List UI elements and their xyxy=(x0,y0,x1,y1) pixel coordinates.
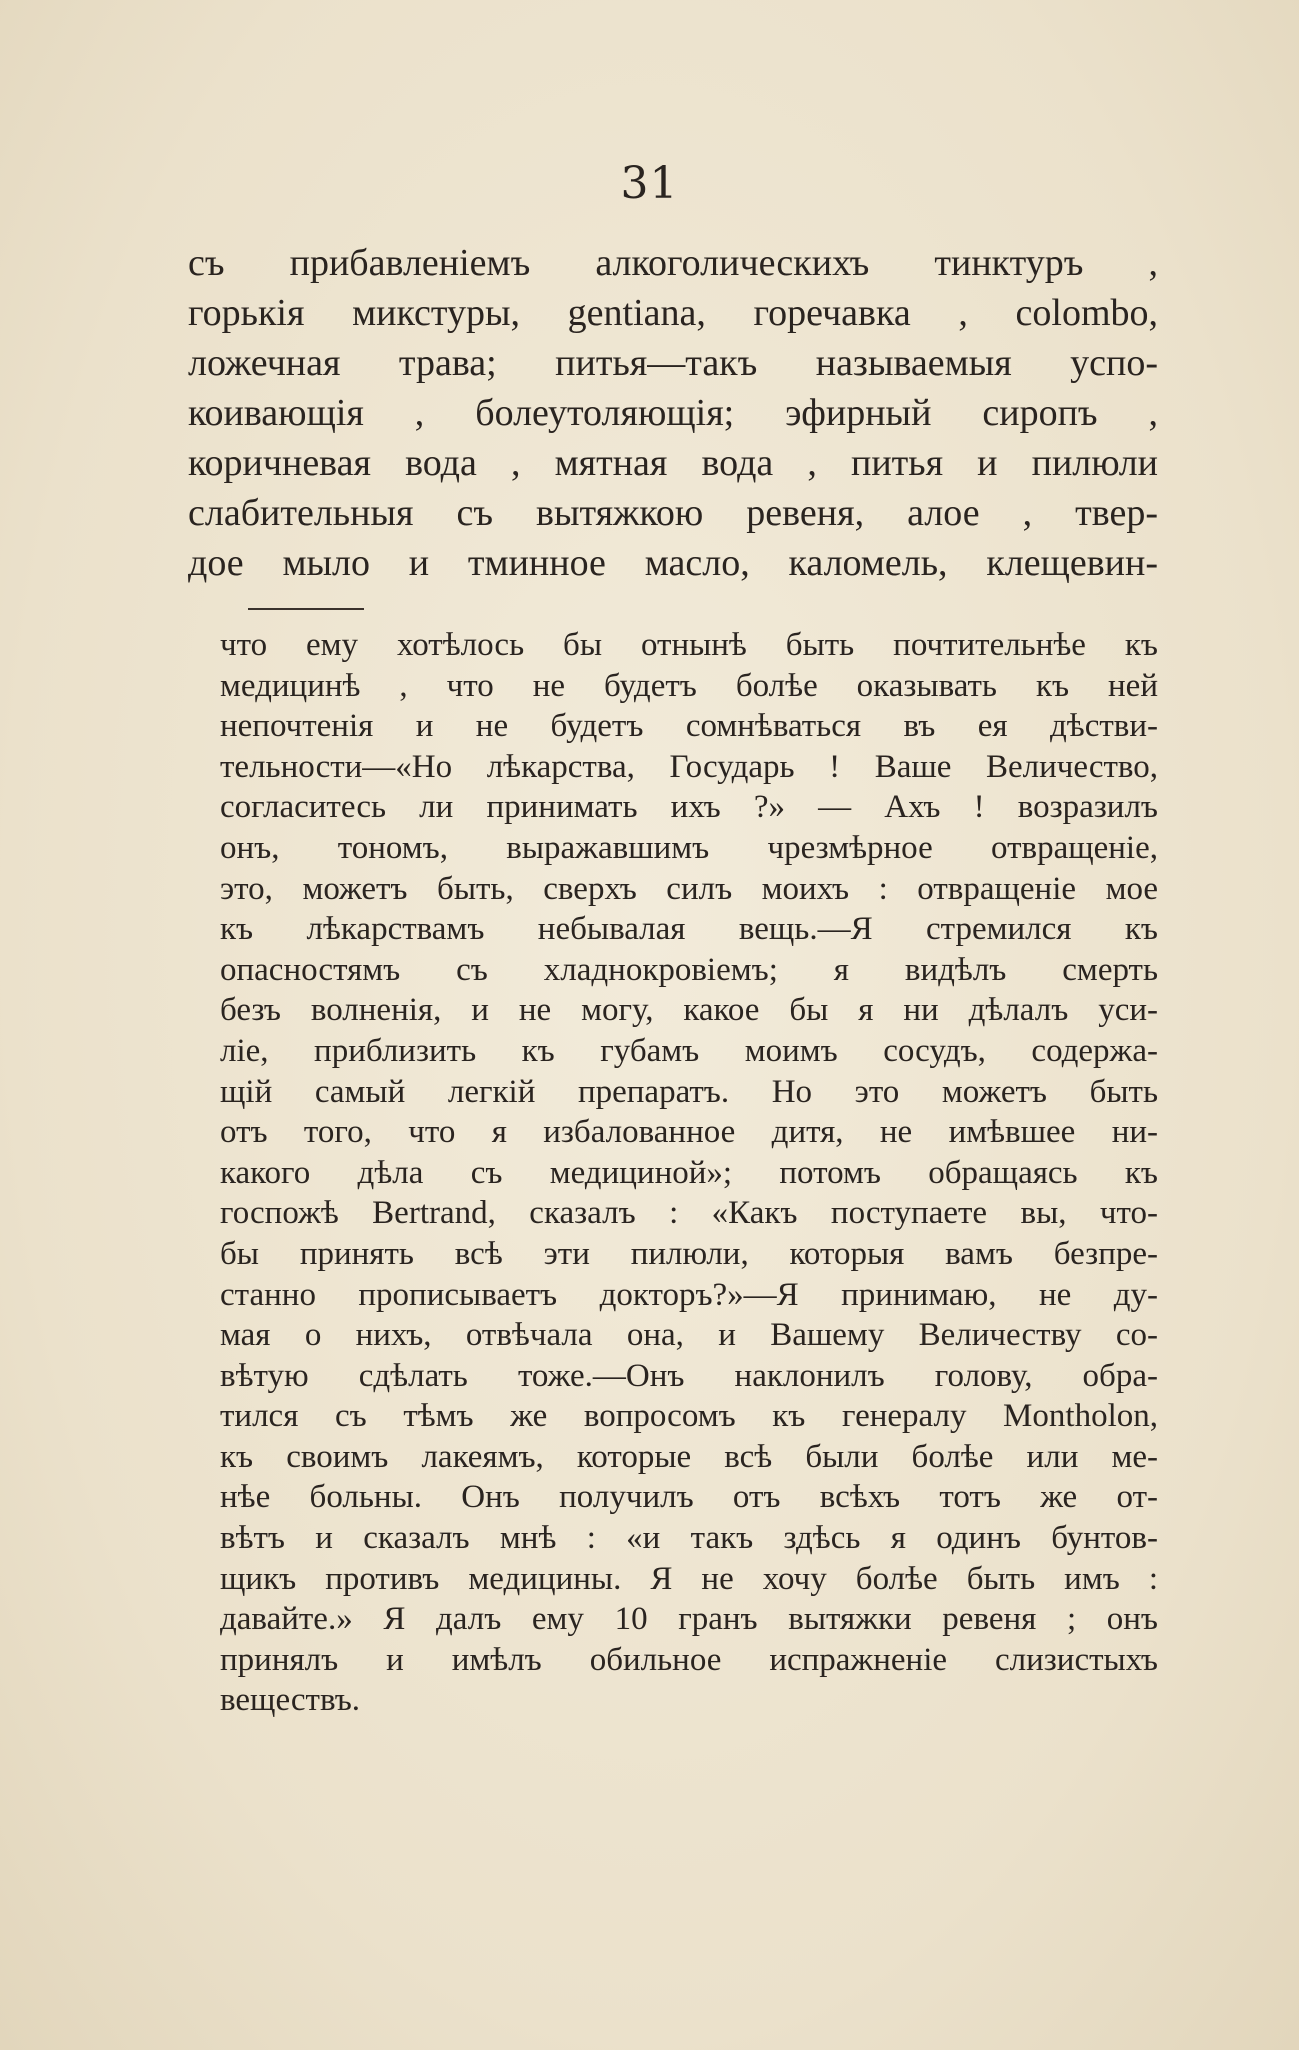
main-text-line: горькія микстуры, gentiana, горечавка , colombo, xyxy=(188,292,1158,334)
footnote-line: къ лѣкарствамъ небывалая вещь.—Я стремился къ xyxy=(220,911,1158,948)
main-text-line: ложечная трава; питья—такъ называемыя успо- xyxy=(188,342,1158,384)
main-text-line: дое мыло и тминное масло, каломель, клещевин- xyxy=(188,542,1158,584)
footnote-line: щій самый легкій препаратъ. Но это можетъ быть xyxy=(220,1073,1158,1110)
footnote-line: опасностямъ съ хладнокровіемъ; я видѣлъ смерть xyxy=(220,951,1158,988)
footnote-line: какого дѣла съ медициной»; потомъ обращаясь къ xyxy=(220,1154,1158,1191)
footnote-line: мая о нихъ, отвѣчала она, и Вашему Величеству со- xyxy=(220,1317,1158,1354)
main-text-block xyxy=(188,238,1158,588)
footnote-line: вѣтую сдѣлать тоже.—Онъ наклонилъ голову, обра- xyxy=(220,1357,1158,1394)
footnote-line: онъ, тономъ, выражавшимъ чрезмѣрное отвращеніе, xyxy=(220,829,1158,866)
footnote-line: тельности—«Но лѣкарства, Государь ! Ваше Величество, xyxy=(220,748,1158,785)
footnote-line: медицинѣ , что не будетъ болѣе оказывать къ ней xyxy=(220,667,1158,704)
footnote-line: безъ волненія, и не могу, какое бы я ни дѣлалъ уси- xyxy=(220,992,1158,1029)
footnote-line: непочтенія и не будетъ сомнѣваться въ ея дѣстви- xyxy=(220,708,1158,745)
page-number: 31 xyxy=(620,158,679,209)
footnote-line: щикъ противъ медицины. Я не хочу болѣе быть имъ : xyxy=(220,1560,1158,1597)
footnote-block xyxy=(220,625,1158,1721)
main-text-line: слабительныя съ вытяжкою ревеня, алое , твер- xyxy=(188,492,1158,534)
footnote-line: станно прописываетъ докторъ?»—Я принимаю, не ду- xyxy=(220,1276,1158,1313)
footnote-line: ліе, приблизить къ губамъ моимъ сосудъ, содержа- xyxy=(220,1032,1158,1069)
footnote-line: веществъ. xyxy=(220,1682,361,1719)
footnote-line: согласитесь ли принимать ихъ ?» — Ахъ ! возразилъ xyxy=(220,789,1158,826)
main-text-line: съ прибавленіемъ алкоголическихъ тинктуръ , xyxy=(188,242,1158,284)
footnote-line: госпожѣ Bertrand, сказалъ : «Какъ поступаете вы, что- xyxy=(220,1195,1158,1232)
footnote-line: нѣе больны. Онъ получилъ отъ всѣхъ тотъ же от- xyxy=(220,1479,1158,1516)
footnote-line: вѣтъ и сказалъ мнѣ : «и такъ здѣсь я одинъ бунтов- xyxy=(220,1520,1158,1557)
footnote-line: отъ того, что я избалованное дитя, не имѣвшее ни- xyxy=(220,1114,1158,1151)
footnote-line: къ своимъ лакеямъ, которые всѣ были болѣе или ме- xyxy=(220,1438,1158,1475)
footnote-line: давайте.» Я далъ ему 10 гранъ вытяжки ревеня ; онъ xyxy=(220,1601,1158,1638)
footnote-line: тился съ тѣмъ же вопросомъ къ генералу Montholon, xyxy=(220,1398,1158,1435)
main-text-line: коричневая вода , мятная вода , питья и пилюли xyxy=(188,442,1158,484)
footnote-line: принялъ и имѣлъ обильное испражненіе слизистыхъ xyxy=(220,1641,1158,1678)
footnote-line: это, можетъ быть, сверхъ силъ моихъ : отвращеніе мое xyxy=(220,870,1158,907)
footnote-separator xyxy=(248,608,364,610)
footnote-line: что ему хотѣлось бы отнынѣ быть почтительнѣе къ xyxy=(220,627,1158,663)
footnote-line: бы принять всѣ эти пилюли, которыя вамъ безпре- xyxy=(220,1235,1158,1272)
main-text-line: коивающія , болеутоляющія; эфирный сиропъ , xyxy=(188,392,1158,434)
